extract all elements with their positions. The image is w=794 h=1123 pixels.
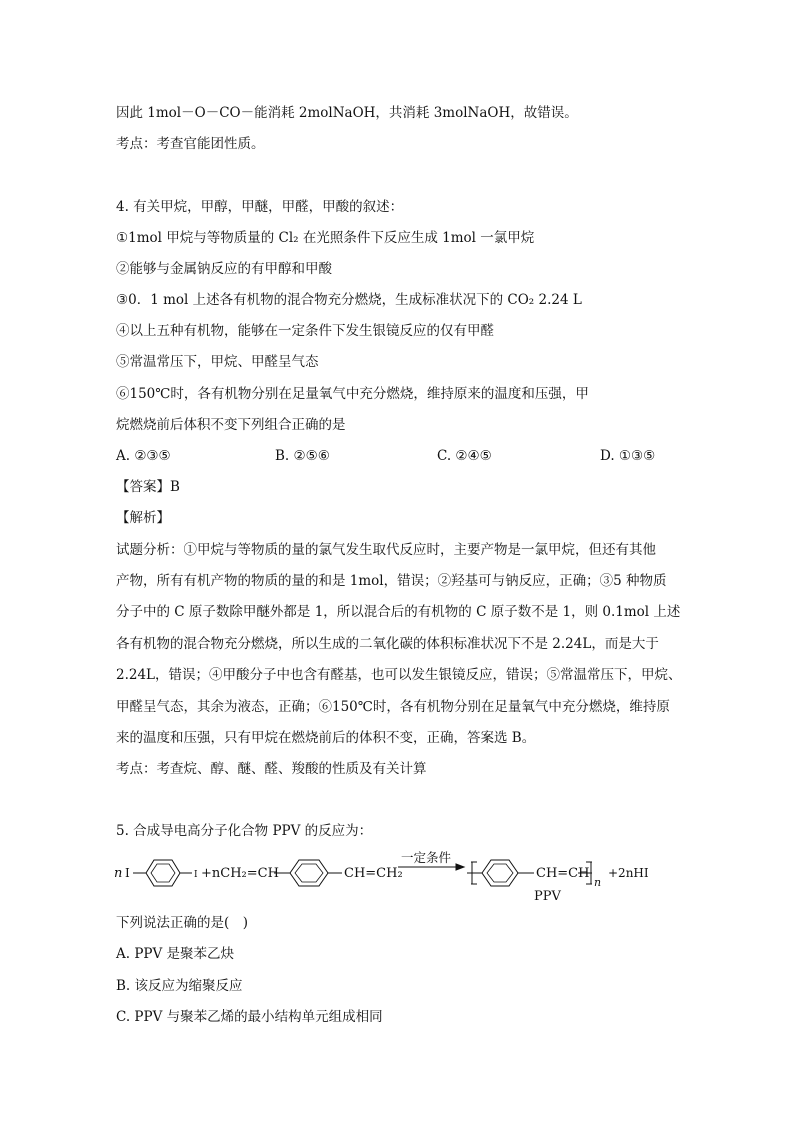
kaodian-2: 考点：考查烷、醇、醚、醛、羧酸的性质及有关计算: [116, 761, 427, 777]
q5-option-a: A. PPV 是聚苯乙炔: [116, 946, 235, 962]
q4-option-b: B. ②⑤⑥: [275, 448, 330, 464]
q4-option-d: D. ①③⑤: [600, 448, 656, 464]
kaodian-1: 考点：考查官能团性质。: [116, 136, 265, 152]
q4-statement-4: ④以上五种有机物，能够在一定条件下发生银镜反应的仅有甲醛: [116, 323, 494, 339]
benzene-ring-3: [482, 860, 518, 886]
q4-analysis-line-2: 产物，所有有机产物的物质的量的和是 1mol，错误；②羟基可与钠反应，正确；③5 种物质: [116, 573, 667, 589]
q4-analysis-line-5: 2.24L，错误；④甲酸分子中也含有醛基，也可以发生银镜反应，错误；⑤常温常压下，甲烷、: [116, 667, 682, 683]
top-line-1: 因此 1mol－O－CO－能消耗 2molNaOH，共消耗 3molNaOH，故错误。: [116, 105, 578, 121]
benzene-ring-1: [146, 860, 180, 886]
iodine-right-label: I: [194, 870, 198, 880]
iodine-left-label: I: [125, 866, 130, 880]
byproduct: +2nHI: [608, 866, 649, 880]
q4-statement-1: ①1mol 甲烷与等物质量的 Cl₂ 在光照条件下反应生成 1mol 一氯甲烷: [116, 230, 535, 246]
q4-analysis-line-1: 试题分析：①甲烷与等物质的量的氯气发生取代反应时，主要产物是一氯甲烷，但还有其他: [116, 542, 656, 558]
q4-statement-6b: 烷燃烧前后体积不变下列组合正确的是: [116, 417, 346, 433]
q4-answer: 【答案】B: [116, 479, 180, 495]
q4-statement-5: ⑤常温常压下，甲烷、甲醛呈气态: [116, 354, 319, 370]
q4-statement-3: ③0．1 mol 上述各有机物的混合物充分燃烧，生成标准状况下的 CO₂ 2.24 L: [116, 292, 582, 308]
q4-statement-2: ②能够与金属钠反应的有甲醇和甲酸: [116, 261, 332, 277]
q4-analysis-line-4: 各有机物的混合物充分燃烧，所以生成的二氧化碳的体积标准状况下不是 2.24L，而是大于: [116, 636, 659, 652]
q4-statement-6a: ⑥150℃时，各有机物分别在足量氧气中充分燃烧，维持原来的温度和压强，甲: [116, 386, 589, 402]
reaction-arrow-head: [456, 864, 464, 870]
reactant1-coefficient: n: [114, 866, 123, 881]
polymer-subscript: n: [594, 876, 602, 889]
q4-stem: 4. 有关甲烷，甲醇，甲醚，甲醛，甲酸的叙述：: [116, 199, 404, 215]
q5-prompt: 下列说法正确的是( ): [116, 915, 249, 931]
reactant2-vinyl-group: +nCH₂=CH: [201, 866, 279, 881]
product-label: PPV: [534, 889, 561, 904]
q4-analysis-line-7: 来的温度和压强，只有甲烷在燃烧前后的体积不变，正确，答案选 B。: [116, 730, 536, 746]
q5-option-c: C. PPV 与聚苯乙烯的最小结构单元组成相同: [116, 1009, 383, 1025]
reaction-equation: [110, 846, 690, 906]
product-vinylene-group: CH=CH: [536, 866, 590, 881]
q5-option-b: B. 该反应为缩聚反应: [116, 978, 243, 994]
q4-analysis-line-3: 分子中的 C 原子数除甲醚外都是 1，所以混合后的有机物的 C 原子数不是 1，则 0.1mol 上述: [116, 604, 681, 620]
q4-analysis-line-6: 甲醛呈气态，其余为液态，正确；⑥150℃时，各有机物分别在足量氧气中充分燃烧，维持原: [116, 699, 670, 715]
q5-stem: 5. 合成导电高分子化合物 PPV 的反应为：: [116, 823, 373, 839]
q4-option-c: C. ②④⑤: [437, 448, 492, 464]
q4-option-a: A. ②③⑤: [116, 448, 171, 464]
benzene-ring-2: [290, 860, 328, 886]
q4-analysis-title: 【解析】: [116, 510, 170, 526]
vinyl-end-group: CH=CH₂: [344, 866, 403, 881]
reaction-condition: 一定条件: [401, 850, 452, 865]
